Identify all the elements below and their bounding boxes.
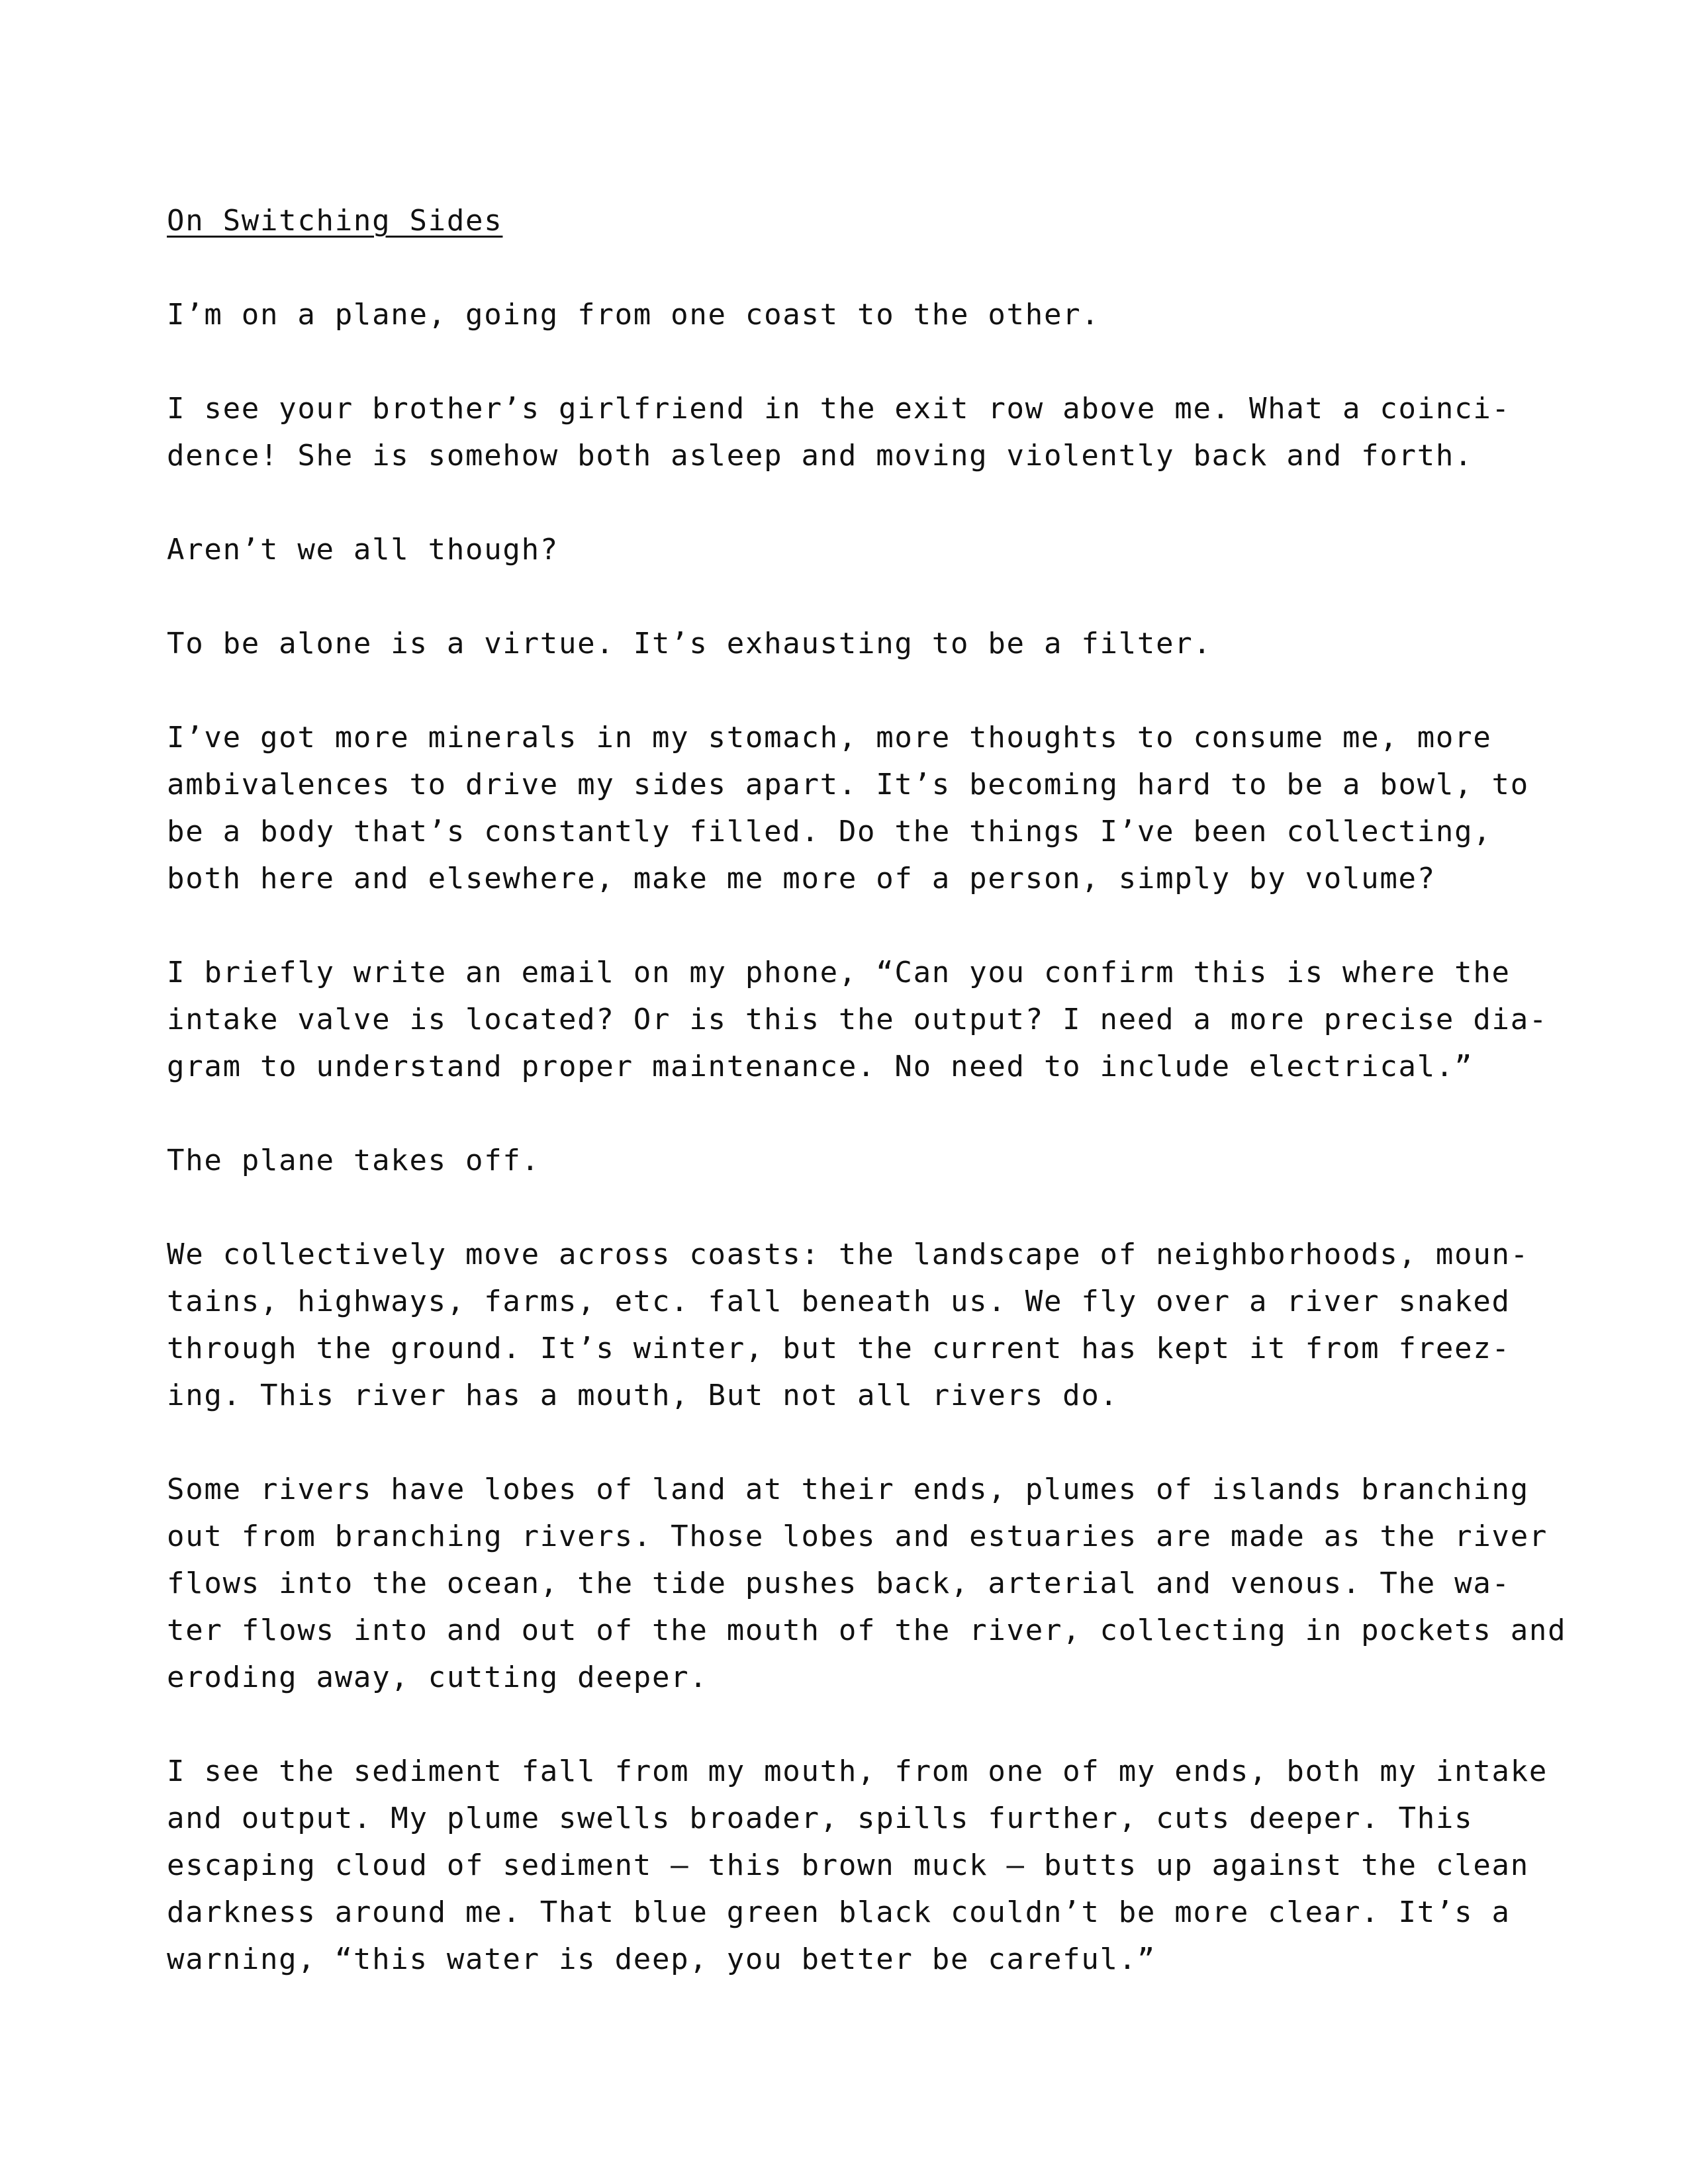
paragraph-line: darkness around me. That blue green black couldn’t be more clear. It’s a bbox=[167, 1895, 1511, 1929]
paragraph-line: Aren’t we all though? bbox=[167, 533, 559, 567]
paragraph-line: intake valve is located? Or is this the output? I need a more precise dia- bbox=[167, 1003, 1548, 1036]
paragraph-line: and output. My plume swells broader, spills further, cuts deeper. This bbox=[167, 1801, 1474, 1835]
paragraph-line: I briefly write an email on my phone, “Can you confirm this is where the bbox=[167, 956, 1511, 989]
paragraph-line: be a body that’s constantly filled. Do the things I’ve been collecting, bbox=[167, 815, 1492, 848]
paragraph-line: I see the sediment fall from my mouth, from one of my ends, both my intake bbox=[167, 1754, 1548, 1788]
paragraph-line: I’ve got more minerals in my stomach, more thoughts to consume me, more bbox=[167, 721, 1492, 754]
paragraph-line: I see your brother’s girlfriend in the exit row above me. What a coinci- bbox=[167, 392, 1511, 426]
paragraph-line: warning, “this water is deep, you better be careful.” bbox=[167, 1942, 1156, 1976]
paragraph-line: To be alone is a virtue. It’s exhausting to be a filter. bbox=[167, 627, 1212, 660]
paragraph-line: tains, highways, farms, etc. fall beneath us. We fly over a river snaked bbox=[167, 1285, 1511, 1318]
paragraph-line: escaping cloud of sediment — this brown muck — butts up against the clean bbox=[167, 1848, 1529, 1882]
paragraph-line: ambivalences to drive my sides apart. It’s becoming hard to be a bowl, to bbox=[167, 768, 1529, 801]
paragraph-line: gram to understand proper maintenance. No need to include electrical.” bbox=[167, 1050, 1474, 1083]
paragraph-line: I’m on a plane, going from one coast to the other. bbox=[167, 298, 1100, 332]
paragraph-line: through the ground. It’s winter, but the current has kept it from freez- bbox=[167, 1332, 1511, 1365]
paragraph-line: ter flows into and out of the mouth of the river, collecting in pockets and bbox=[167, 1614, 1567, 1647]
paragraph-line: dence! She is somehow both asleep and moving violently back and forth. bbox=[167, 439, 1474, 473]
paragraph-line: The plane takes off. bbox=[167, 1144, 540, 1177]
paragraph-line: Some rivers have lobes of land at their ends, plumes of islands branching bbox=[167, 1473, 1529, 1506]
paragraph-line: eroding away, cutting deeper. bbox=[167, 1661, 708, 1694]
page-title: On Switching Sides bbox=[167, 204, 503, 238]
paragraph-line: flows into the ocean, the tide pushes back, arterial and venous. The wa- bbox=[167, 1567, 1511, 1600]
paragraph-line: ing. This river has a mouth, But not all rivers do. bbox=[167, 1379, 1119, 1412]
paragraph-line: both here and elsewhere, make me more of a person, simply by volume? bbox=[167, 862, 1436, 895]
paragraph-line: out from branching rivers. Those lobes and estuaries are made as the river bbox=[167, 1520, 1548, 1553]
paragraph-line: We collectively move across coasts: the landscape of neighborhoods, moun- bbox=[167, 1238, 1529, 1271]
